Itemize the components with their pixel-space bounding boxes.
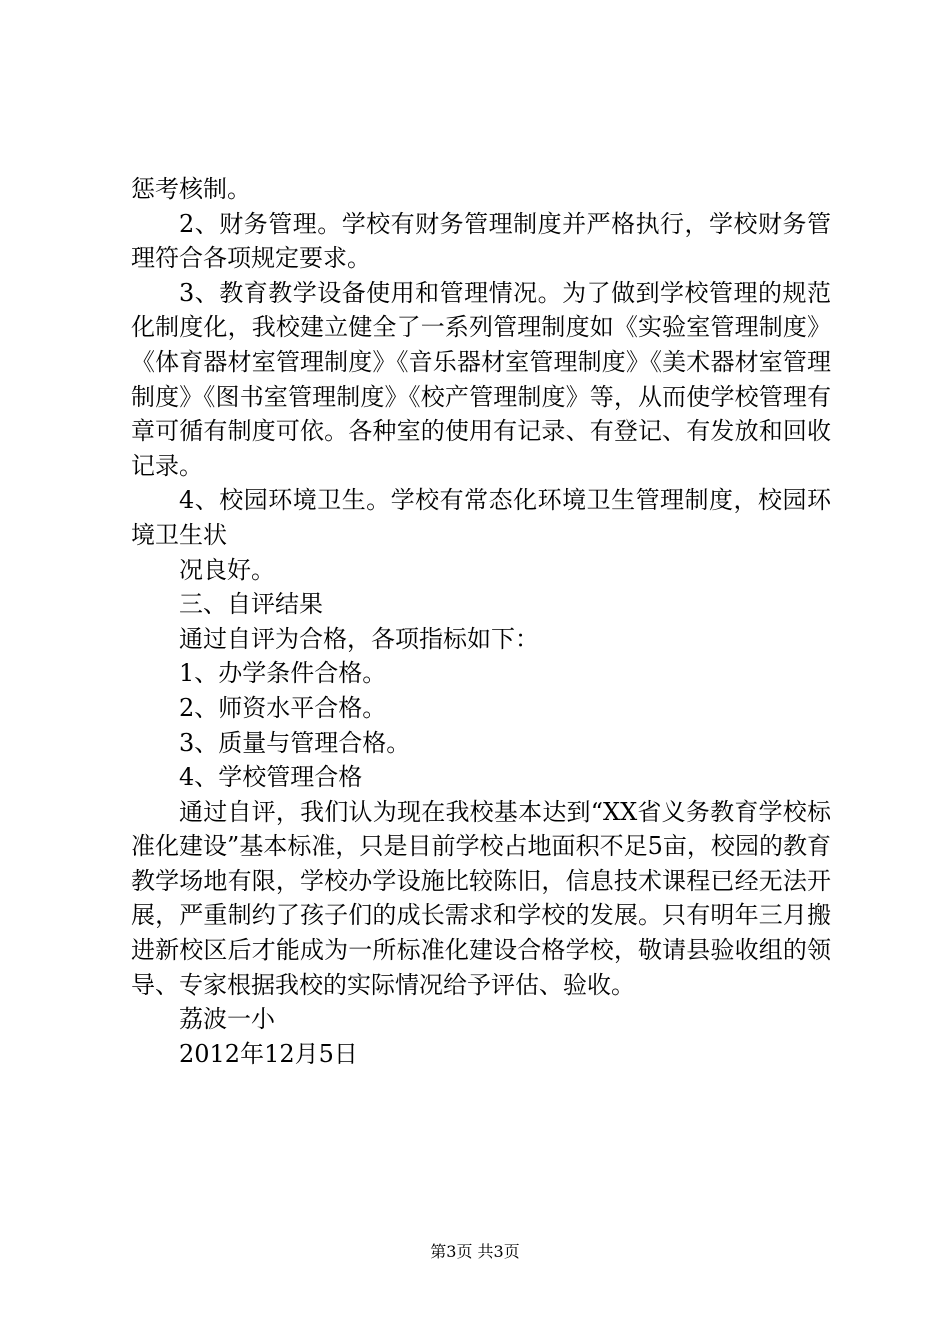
list-item-conditions: 1、办学条件合格。: [179, 659, 387, 688]
list-item-management: 4、学校管理合格: [179, 763, 363, 792]
signature-date: 2012年12月5日: [179, 1039, 358, 1068]
paragraph-environment-cont: 况良好。: [179, 555, 275, 584]
paragraph-environment: 4、校园环境卫生。学校有常态化环境卫生管理制度，校园环境卫生状: [131, 486, 831, 549]
paragraph-conclusion: 通过自评，我们认为现在我校基本达到“XX省义务教育学校标准化建设”基本标准，只是目前学校占地面积不足5亩，校园的教育教学场地有限，学校办学设施比较陈旧，信息技术课程已经无法开展，严重制约了孩子们的成长需求和学校的发展。只有明年三月搬进新校区后才能成为一所标准化建设合格学校，敬请县验收组的领导、专家根据我校的实际情况给予评估、验收。: [131, 797, 831, 999]
paragraph-continuation: 惩考核制。: [131, 175, 251, 203]
section-heading-self-evaluation: 三、自评结果: [179, 590, 323, 619]
paragraph-result-intro: 通过自评为合格，各项指标如下：: [179, 624, 539, 653]
paragraph-finance: 2、财务管理。学校有财务管理制度并严格执行，学校财务管理符合各项规定要求。: [131, 209, 831, 273]
paragraph-equipment: 3、教育教学设备使用和管理情况。为了做到学校管理的规范化制度化，我校建立健全了一系列管理制度如《实验室管理制度》《体育器材室管理制度》《音乐器材室管理制度》《美术器材室管理制度》《图书室管理制度》《校产管理制度》等，从而使学校管理有章可循有制度可依。各种室的使用有记录、有登记、有发放和回收记录。: [131, 278, 831, 480]
list-item-teachers: 2、师资水平合格。: [179, 693, 387, 722]
page-footer: [0, 1242, 950, 1262]
signature-school: 荔波一小: [179, 1005, 275, 1034]
list-item-quality: 3、质量与管理合格。: [179, 728, 411, 757]
page-number-label: 第3页 共3页: [430, 1242, 520, 1261]
document-body: [131, 172, 831, 1071]
